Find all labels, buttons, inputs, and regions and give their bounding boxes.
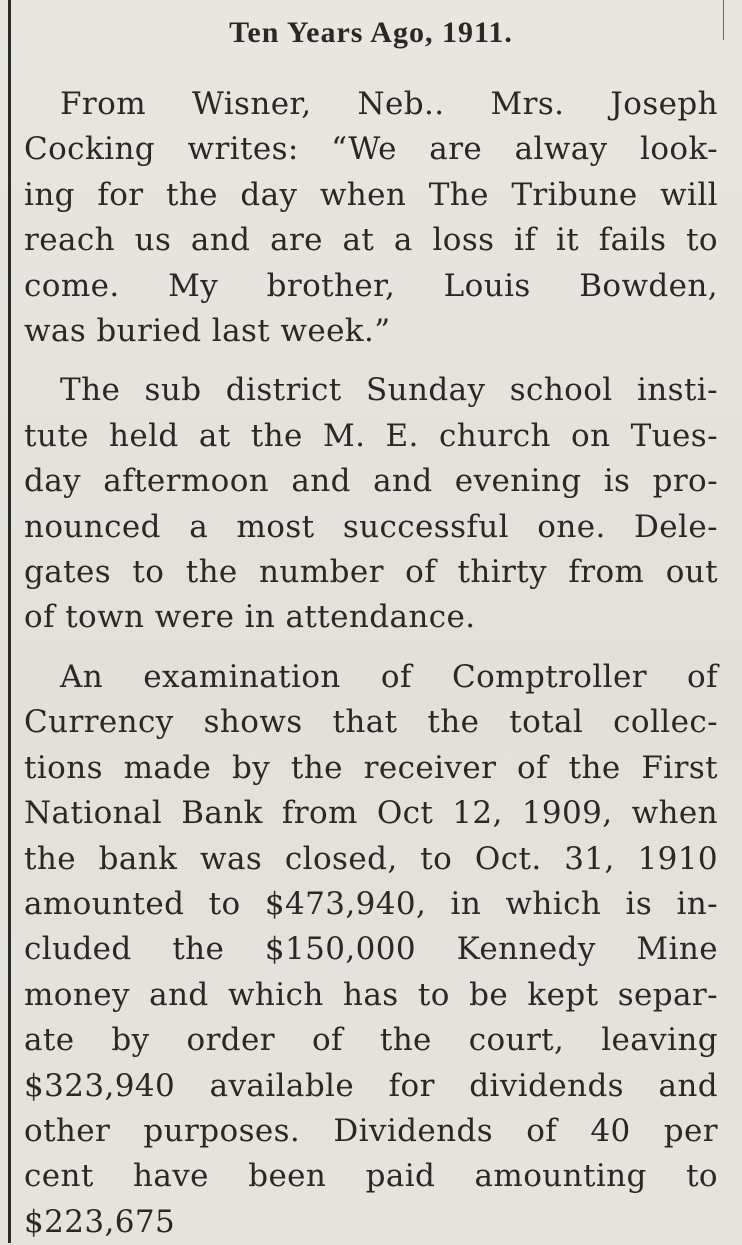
text-line: nounced a most successful one. Dele- — [24, 508, 718, 545]
paragraph-wisner-letter — [24, 82, 718, 354]
text-line: Currency shows that the total collec- — [24, 704, 718, 741]
column-rule-right — [723, 0, 724, 40]
text-line: cluded the $150,000 Kennedy Mine — [24, 931, 718, 968]
text-line: tions made by the receiver of the First — [24, 749, 718, 786]
paragraph-sunday-school — [24, 368, 718, 640]
paragraph-bank-collections — [24, 655, 718, 1245]
text-line: tute held at the M. E. church on Tues- — [24, 417, 718, 454]
text-line: $223,675 — [24, 1203, 176, 1240]
text-line: was buried last week.” — [24, 313, 391, 350]
article-headline: Ten Years Ago, 1911. — [229, 16, 513, 49]
text-line: National Bank from Oct 12, 1909, when — [24, 795, 718, 832]
text-line: ate by order of the court, leaving — [24, 1022, 718, 1059]
text-line: ing for the day when The Tribune will — [24, 176, 718, 213]
article — [24, 10, 718, 1245]
column-rule — [8, 0, 11, 1243]
text-line: reach us and are at a loss if it fails to — [24, 222, 718, 259]
text-line: money and which has to be kept separ- — [24, 976, 718, 1013]
text-line: the bank was closed, to Oct. 31, 1910 — [24, 840, 718, 877]
text-line: An examination of Comptroller of — [60, 658, 718, 695]
text-line: Cocking writes: “We are alway look- — [24, 131, 718, 168]
text-line: come. My brother, Louis Bowden, — [24, 267, 718, 304]
text-line: The sub district Sunday school insti- — [60, 372, 718, 409]
text-line: cent have been paid amounting to — [24, 1158, 718, 1195]
text-line: day aftermoon and and evening is pro- — [24, 463, 718, 500]
text-line: From Wisner, Neb.. Mrs. Joseph — [60, 86, 718, 122]
text-line: gates to the number of thirty from out — [24, 554, 718, 591]
text-line: amounted to $473,940, in which is in- — [24, 885, 718, 922]
text-line: other purposes. Dividends of 40 per — [24, 1112, 718, 1149]
text-line: $323,940 available for dividends and — [24, 1067, 718, 1104]
text-line: of town were in attendance. — [24, 599, 476, 636]
